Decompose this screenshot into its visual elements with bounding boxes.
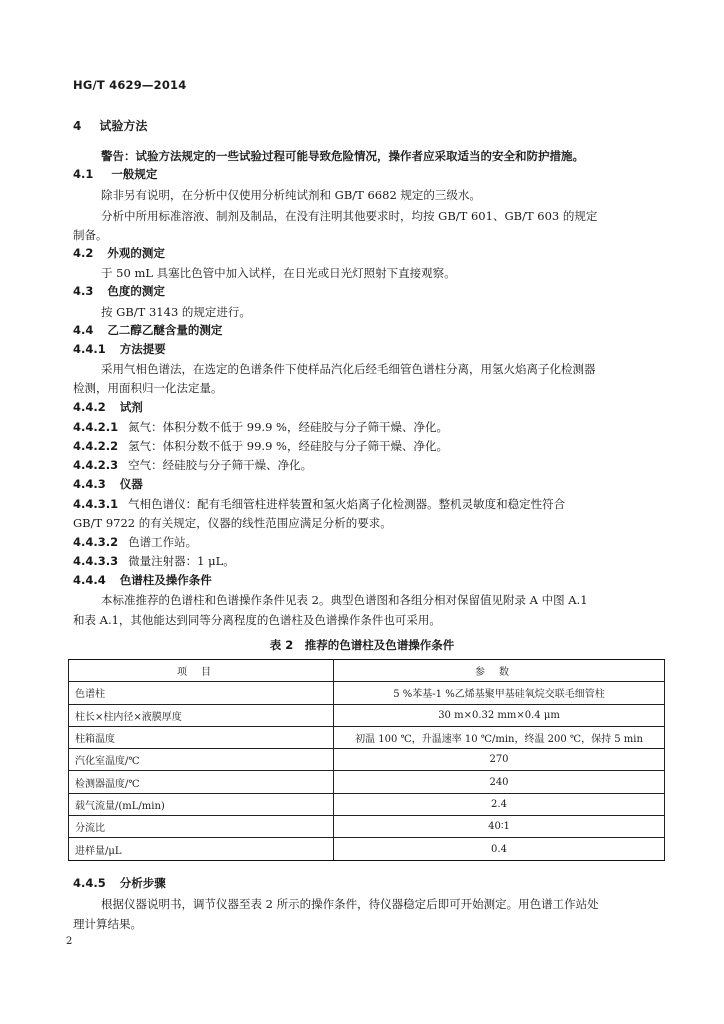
table-row [69, 726, 665, 748]
section-number: 4 [73, 119, 82, 133]
paragraph-continuation: 理计算结果。 [73, 917, 142, 931]
list-item: 4.4.3.3 微量注射器：1 μL。 [73, 554, 235, 568]
section-4-4-5-heading: 4.4.5 分析步骤 [73, 876, 166, 890]
table-cell: 载气流量/(mL/min) [69, 793, 334, 815]
page-number: 2 [66, 936, 73, 947]
table-header-row [69, 660, 665, 682]
list-item: 4.4.2.1 氮气：体积分数不低于 99.9 %，经硅胶与分子筛干燥、净化。 [73, 420, 448, 434]
table-row [69, 838, 665, 860]
paragraph: 分析中所用标准溶液、制剂及制品，在没有注明其他要求时，均按 GB/T 601、GB/T 603 的规定 [101, 209, 598, 223]
table-cell: 柱长×柱内径×液膜厚度 [69, 704, 334, 726]
list-item: 4.4.2.2 氢气：体积分数不低于 99.9 %，经硅胶与分子筛干燥、净化。 [73, 439, 448, 453]
table-cell: 240 [334, 771, 665, 793]
table-row [69, 749, 665, 771]
table-header-cell: 参数 [334, 660, 665, 682]
table-cell: 270 [334, 749, 665, 771]
paragraph: 根据仪器说明书，调节仪器至表 2 所示的操作条件，待仪器稳定后即可开始测定。用色谱工作站处 [101, 897, 599, 911]
table-cell: 初温 100 ℃，升温速率 10 ℃/min，终温 200 ℃，保持 5 min [334, 726, 665, 748]
paragraph-continuation: 制备。 [73, 228, 108, 242]
list-item: 4.4.3.2 色谱工作站。 [73, 535, 198, 549]
table-cell: 0.4 [334, 838, 665, 860]
paragraph-continuation: 和表 A.1，其他能达到同等分离程度的色谱柱及色谱操作条件也可采用。 [73, 613, 441, 627]
section-4-2-heading: 4.2 外观的测定 [73, 246, 165, 260]
safety-warning: 警告：试验方法规定的一些试验过程可能导致危险情况，操作者应采取适当的安全和防护措施。 [101, 149, 584, 163]
table-cell: 柱箱温度 [69, 726, 334, 748]
paragraph: 本标准推荐的色谱柱和色谱操作条件见表 2。典型色谱图和各组分相对保留值见附录 A 中图 A.1 [101, 593, 588, 607]
section-4-1-heading: 4.1 一般规定 [73, 167, 158, 181]
section-4-3-heading: 4.3 色度的测定 [73, 284, 165, 298]
list-item: 4.4.3.1 气相色谱仪：配有毛细管柱进样装置和氢火焰离子化检测器。整机灵敏度和稳定性符合 [73, 497, 566, 511]
paragraph-continuation: GB/T 9722 的有关规定，仪器的线性范围应满足分析的要求。 [73, 516, 392, 530]
table-row [69, 793, 665, 815]
paragraph-continuation: 检测，用面积归一化法定量。 [73, 381, 223, 395]
table-cell: 进样量/μL [69, 838, 334, 860]
paragraph: 除非另有说明，在分析中仅使用分析纯试剂和 GB/T 6682 规定的三级水。 [101, 188, 481, 202]
section-4-heading [73, 117, 147, 134]
table-header-cell: 项目 [69, 660, 334, 682]
table-caption: 表 2 推荐的色谱柱及色谱操作条件 [269, 638, 455, 652]
paragraph: 采用气相色谱法，在选定的色谱条件下使样品汽化后经毛细管色谱柱分离，用氢火焰离子化检测器 [101, 362, 596, 376]
table-cell: 30 m×0.32 mm×0.4 μm [334, 704, 665, 726]
table-cell: 检测器温度/℃ [69, 771, 334, 793]
section-4-4-4-heading: 4.4.4 色谱柱及操作条件 [73, 573, 212, 587]
table-cell: 分流比 [69, 816, 334, 838]
paragraph: 按 GB/T 3143 的规定进行。 [101, 305, 251, 319]
section-4-4-1-heading: 4.4.1 方法提要 [73, 342, 166, 356]
table-cell: 5 %苯基-1 %乙烯基聚甲基硅氧烷交联毛细管柱 [334, 682, 665, 704]
section-4-4-2-heading: 4.4.2 试剂 [73, 400, 143, 414]
section-4-4-heading: 4.4 乙二醇乙醚含量的测定 [73, 323, 223, 337]
table-row [69, 682, 665, 704]
list-item: 4.4.2.3 空气：经硅胶与分子筛干燥、净化。 [73, 458, 313, 472]
section-title: 试验方法 [99, 119, 148, 133]
section-4-4-3-heading: 4.4.3 仪器 [73, 477, 143, 491]
table-row [69, 704, 665, 726]
table-cell: 色谱柱 [69, 682, 334, 704]
table-cell: 汽化室温度/℃ [69, 749, 334, 771]
conditions-table [68, 659, 665, 861]
document-code: HG/T 4629—2014 [73, 78, 187, 92]
paragraph: 于 50 mL 具塞比色管中加入试样，在日光或日光灯照射下直接观察。 [101, 266, 456, 280]
table-row [69, 816, 665, 838]
table-cell: 40∶1 [334, 816, 665, 838]
table-row [69, 771, 665, 793]
table-cell: 2.4 [334, 793, 665, 815]
